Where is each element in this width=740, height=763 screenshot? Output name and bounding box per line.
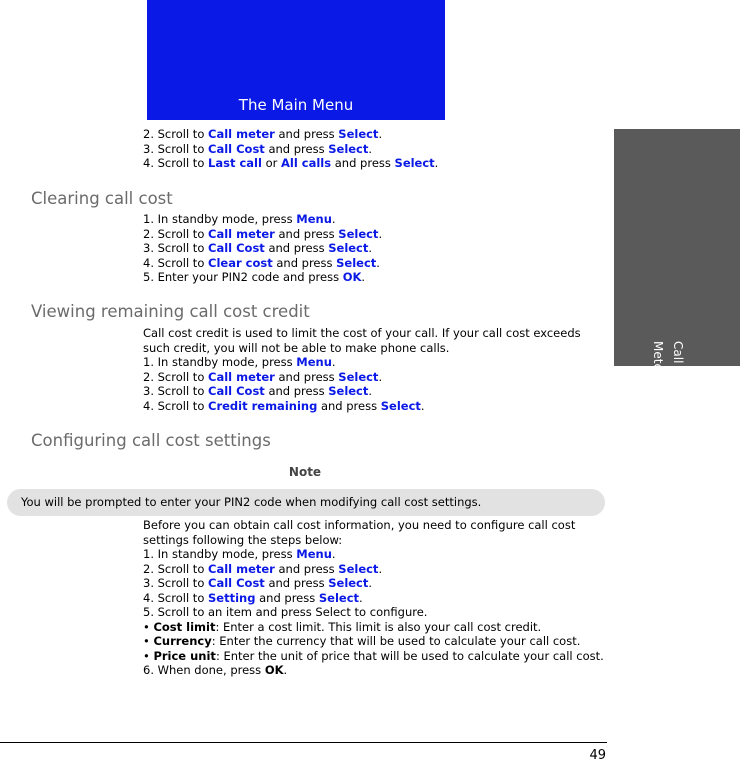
step: 1. In standby mode, press Menu. (143, 547, 336, 561)
intro-steps (143, 127, 438, 171)
bullet-item: • Currency: Enter the currency that will be used to calculate your call cost. (143, 634, 581, 648)
page-number: 49 (589, 748, 606, 763)
bullet-item: • Price unit: Enter the unit of price that will be used to calculate your call cost. (143, 648, 604, 663)
note-box (7, 489, 605, 516)
step: 1. In standby mode, press Menu. (143, 355, 336, 369)
remaining-steps (143, 326, 581, 413)
chapter-tab (614, 129, 740, 376)
step: 3. Scroll to Call Cost and press Select. (143, 384, 373, 398)
step: 4. Scroll to Last call or All calls and press Select. (143, 156, 439, 170)
description: settings following the steps below: (143, 532, 343, 547)
footer-divider (0, 742, 607, 743)
step: 3. Scroll to Call Cost and press Select. (143, 241, 373, 255)
configuring-steps (143, 518, 604, 678)
description: Before you can obtain call cost information, you need to configure call cost (143, 518, 576, 532)
step: 1. In standby mode, press Menu. (143, 212, 336, 226)
screen-title: The Main Menu (238, 96, 354, 114)
step: 2. Scroll to Call meter and press Select. (143, 369, 383, 384)
step: 3. Scroll to Call Cost and press Select. (143, 576, 373, 590)
step: 2. Scroll to Call meter and press Select. (143, 127, 383, 141)
section-heading-clearing: Clearing call cost (31, 189, 173, 208)
note-title: Note (288, 465, 322, 479)
step: 2. Scroll to Call meter and press Select. (143, 226, 383, 241)
step: 6. When done, press OK. (143, 663, 288, 677)
section-heading-remaining: Viewing remaining call cost credit (31, 302, 310, 321)
step: 5. Enter your PIN2 code and press OK. (143, 270, 366, 284)
step: 3. Scroll to Call Cost and press Select. (143, 141, 373, 156)
step: 4. Scroll to Clear cost and press Select. (143, 255, 380, 270)
step: 4. Scroll to Credit remaining and press Select. (143, 398, 425, 413)
phone-screen-image (147, 0, 445, 120)
step: 5. Scroll to an item and press Select to configure. (143, 605, 428, 619)
chapter-tab-label: Call Meter (651, 341, 685, 376)
clearing-steps (143, 212, 382, 285)
description: such credit, you will not be able to make phone calls. (143, 340, 450, 355)
note-text: You will be prompted to enter your PIN2 code when modifying call cost settings. (21, 495, 482, 509)
step: 2. Scroll to Call meter and press Select. (143, 561, 383, 576)
bullet-item: • Cost limit: Enter a cost limit. This limit is also your call cost credit. (143, 619, 542, 634)
description: Call cost credit is used to limit the cost of your call. If your call cost exceeds (143, 326, 581, 340)
step: 4. Scroll to Setting and press Select. (143, 590, 363, 605)
section-heading-configuring: Configuring call cost settings (31, 431, 271, 450)
